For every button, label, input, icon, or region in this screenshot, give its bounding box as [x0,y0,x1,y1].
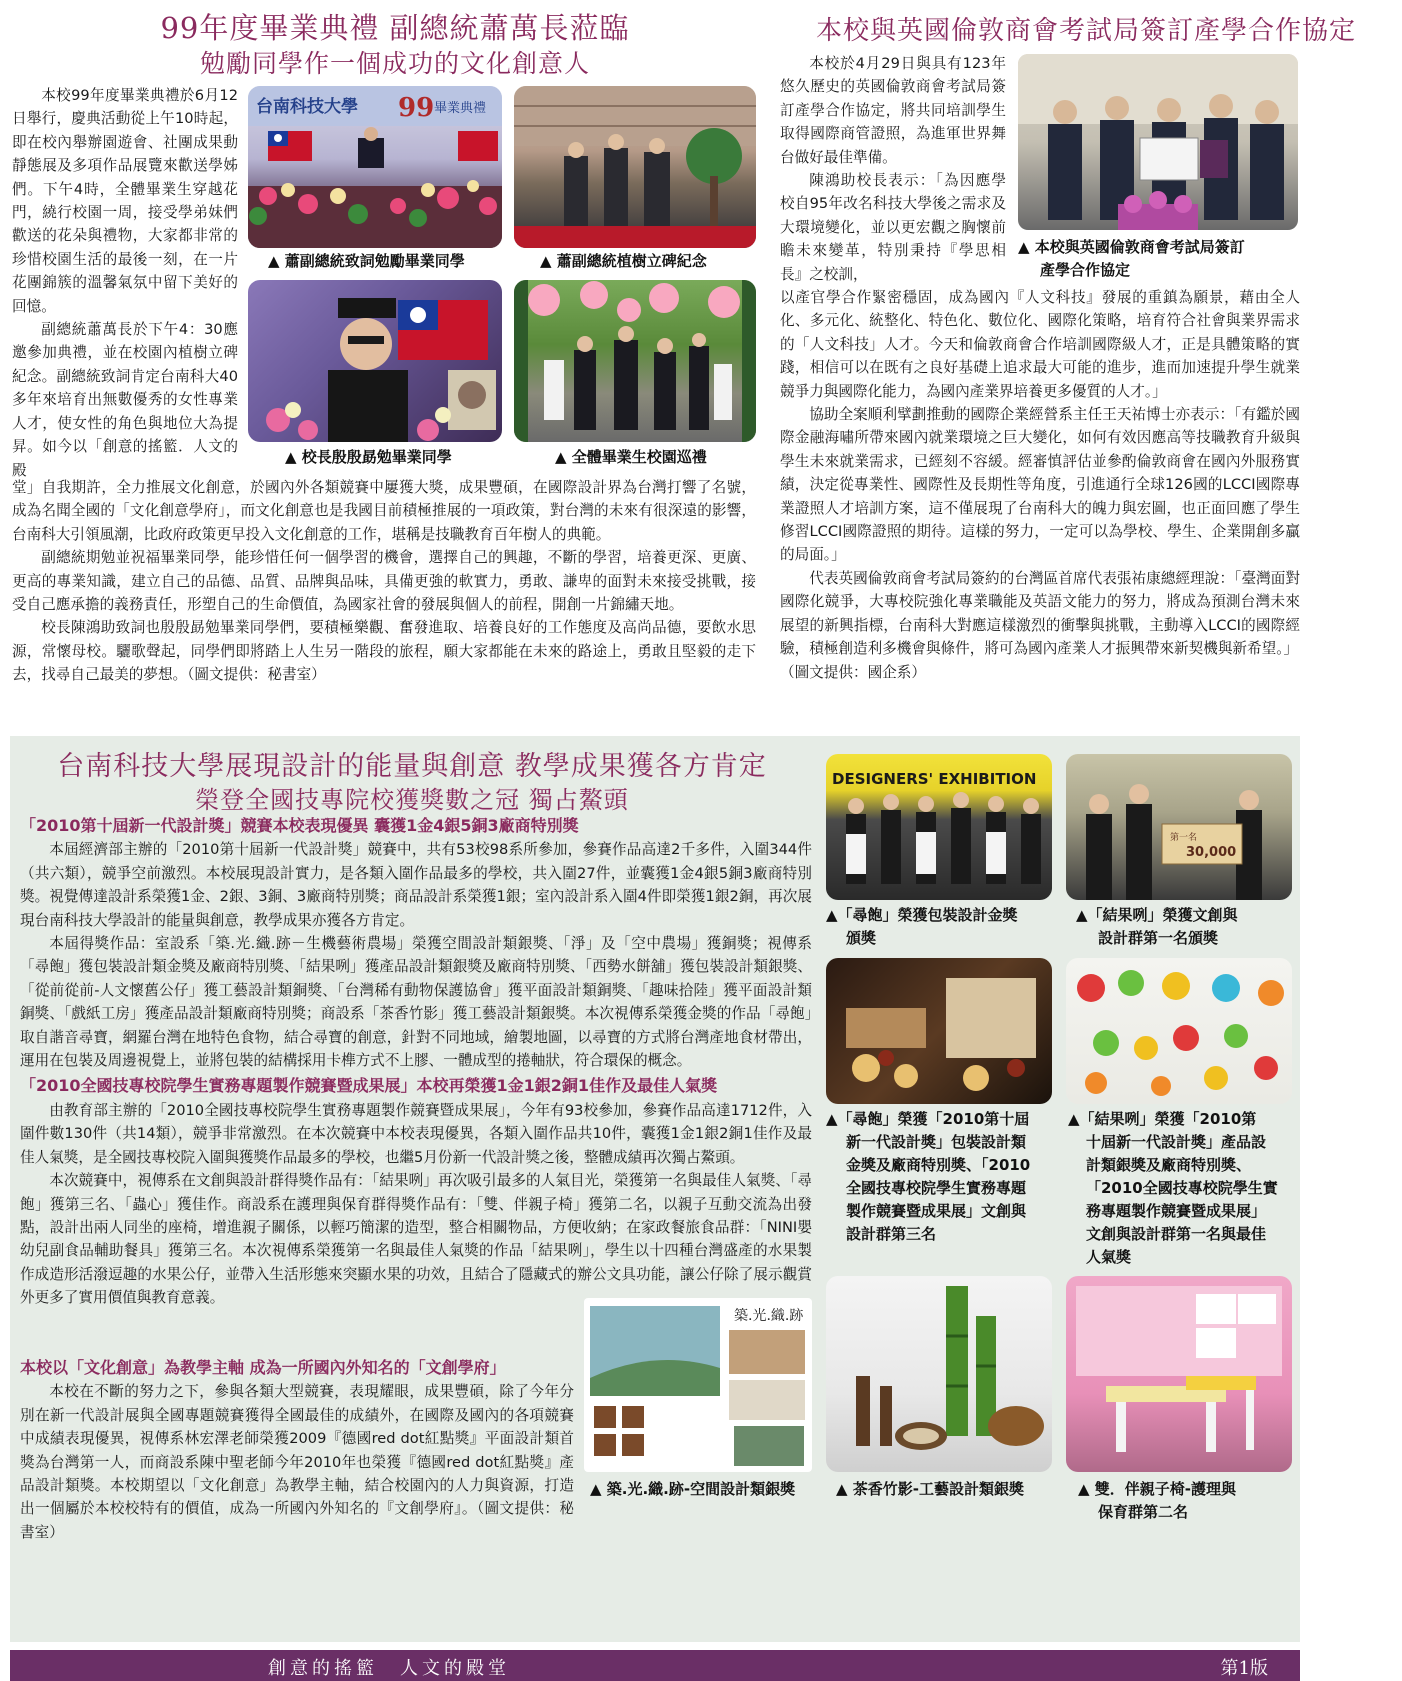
caption: ▲ 茶香竹影-工藝設計類銀獎 [836,1480,1024,1498]
photo-exhibition-award [826,754,1052,900]
photo-tree-planting [514,86,756,248]
svg-text:99: 99 [398,93,435,123]
paragraph: 陳鴻助校長表示：「為因應學校自95年改名科技大學後之需求及大環境變化，並以更宏觀之胸懷前瞻未來變革，特別秉持『學思相長』之校訓， [780,172,1006,283]
footer-bar [10,1650,1300,1681]
caption-line: 新一代設計獎」包裝設計類 [846,1133,1027,1151]
section-heading: 「2010第十屆新一代設計獎」競賽本校表現優異 囊獲1金4銀5銅3廠商特別獎 [20,816,579,835]
paragraph: 本屆經濟部主辦的「2010第十屆新一代設計獎」競賽中，共有53校98系所參加，參賽作品高達2千多件，入圍344件（共六類），競爭空前激烈。本校展現設計實力，是各類入圍作品最多的學校，共入圍27件，並囊獲1金4銀5銅3廠商特別獎。視覺傳達設計系榮獲1金、2銀、3銅、3廠商特別獎；商品設計系榮獲1銀；室內設計系入圍4件即榮獲1銀2銅，再次展現台南科技大學設計的能量與創意，教學成果亦獲各方肯定。 [20,841,812,929]
photo-lcci-signing [1018,54,1298,230]
design-text [20,812,812,1310]
caption-line: ▲「尋飽」榮獲「2010第十屆 [826,1110,1030,1128]
paragraph: 本校在不斷的努力之下，參與各類大型競賽，表現耀眼，成果豐碩，除了今年分別在新一代設計展與全國專題競賽獲得全國最佳的成績外，在國際及國內的各項競賽中成績表現優異，視傳系林宏澤老師榮獲2009『德國red dot紅點獎』平面設計類首獎為台灣第一人，而商設系陳中聖老師今年2010年也榮獲『德國red dot紅點獎』產品設計類獎。本校期望以「文化創意」為教學主軸，結合校園內的人力與資源，打造出一個屬於本校校特有的價值，成為一所國內外知名的『文創學府』。（圖文提供：秘書室） [20,1383,574,1541]
caption-line: 設計群第一名頒獎 [1098,929,1219,947]
caption-line: ▲「結果咧」榮獲「2010第 [1068,1110,1257,1128]
section-heading: 本校以「文化創意」為教學主軸 成為一所國內外知名的「文創學府」 [20,1358,506,1377]
caption-line: 保育群第二名 [1098,1503,1189,1521]
paragraph: 代表英國倫敦商會考試局簽約的台灣區首席代表張祐康總經理說：「臺灣面對國際化競爭，大專校院強化專業職能及英語文能力的努力，將成為預測台灣未來展望的新興指標，台南科大對應這樣激烈的衝擊與挑戰，主動導入LCCI的國際經驗，積極創造利多機會與條件，將可為國內產業人才振興帶來新契機與新希望。」 [780,569,1300,658]
photo-architecture-poster [584,1298,812,1472]
lcci-text-full [780,286,1300,684]
paragraph: 本校99年度畢業典禮於6月12日舉行，慶典活動從上午10時起，即在校內舉辦園遊會、社團成果動靜態展及多項作品展覽來歡送學姊們。下午4時，全體畢業生穿越花門，繞行校園一周，接受學弟妹們歡送的花朵與禮物，大家都非常的珍惜校園生活的最後一刻，在一片花團錦簇的溫馨氣氛中留下美好的回憶。 [12,87,238,315]
photo-check-award [1066,754,1292,900]
graduation-subtitle: 勉勵同學作一個成功的文化創意人 [199,49,590,78]
caption: ▲ 全體畢業生校園巡禮 [555,448,707,466]
design-text-bottom [20,1354,574,1544]
footer-slogan: 創意的搖籃 人文的殿堂 [268,1658,510,1679]
caption-line: 十屆新一代設計獎」產品設 [1086,1133,1267,1151]
graduation-text-narrow [12,84,238,482]
caption: ▲ 築.光.織.跡-空間設計類銀獎 [590,1480,796,1498]
caption-line: 計類銀獎及廠商特別獎、 [1086,1156,1252,1174]
paragraph: 本屆得獎作品：室設系「築.光.織.跡－生機藝術農場」榮獲空間設計類銀獎、「淨」及「空中農場」獲銅獎；視傳系「尋飽」獲包裝設計類金獎及廠商特別獎、「結果咧」獲產品設計類銀獎及廠商特別獎、「西勢水餅舖」獲包裝設計類銀獎、「從前從前-人文懷舊公仔」獲工藝設計類銅獎、「台灣稀有動物保護協會」獲平面設計類銅獎、「趣味拾陸」獲平面設計類銅獎、「戲紙工房」獲產品設計類廠商特別獎；商設系「茶香竹影」獲工藝設計類銀獎。本次視傳系榮獲金獎的作品「尋飽」取自諧音尋寶，網羅台灣在地特色食物，結合尋寶的創意，針對不同地域，繪製地圖，以尋寶的方式將台灣產地食材帶出，運用在包裝及周邊視覺上，並將包裝的結構採用卡榫方式不上膠、一體成型的捲軸狀，符合環保的概念。 [20,935,812,1070]
photo-bamboo-craft [826,1276,1052,1472]
caption [1068,1108,1300,1269]
caption-line: ▲ 雙．伴親子椅-護理與 [1078,1480,1236,1498]
banner-text: DESIGNERS' EXHIBITION [832,770,1037,788]
check-amount: 30,000 [1186,845,1237,860]
caption-line: 設計群第三名 [846,1225,937,1243]
photo-parent-child-chair [1066,1276,1292,1472]
svg-text:台南科技大學: 台南科技大學 [256,97,358,117]
lcci-text-narrow [780,52,1006,286]
caption-line: 文創與設計群第一名與最佳 [1086,1225,1267,1243]
caption [826,1108,1056,1246]
paragraph: 副總統期勉並祝福畢業同學，能珍惜任何一個學習的機會，選擇自己的興趣，不斷的學習，培養更深、更廣、更高的專業知識，建立自己的品德、品質、品牌與品味，具備更強的軟實力，勇敢、謙卑的面對未來接受挑戰，接受自己應承擔的義務責任，形塑自己的生命價值，為國家社會的發展與個人的前程，開創一片錦繡天地。 [12,549,756,614]
caption: ▲ 校長殷殷勗勉畢業同學 [285,448,452,466]
caption-line: 製作競賽暨成果展」文創與 [846,1202,1027,1220]
lcci-title: 本校與英國倫敦商會考試局簽訂產學合作協定 [815,16,1356,46]
caption-line: ▲「尋飽」榮獲包裝設計金獎 [826,906,1018,924]
svg-text:畢業典禮: 畢業典禮 [434,101,487,116]
caption-line: ▲ 本校與英國倫敦商會考試局簽訂 [1018,238,1245,256]
check-text: 第一名 [1170,833,1198,843]
caption [1018,236,1298,282]
caption [1076,904,1302,950]
paragraph: 副總統蕭萬長於下午4：30應邀參加典禮，並在校園內植樹立碑紀念。副總統致詞肯定台南科大40多年來培育出無數優秀的女性專業人才，使女性的角色與地位大為提昇。如今以「創意的搖籃．人文的殿 [12,321,238,479]
paragraph: 協助全案順利擘劃推動的國際企業經營系主任王天祐博士亦表示：「有鑑於國際金融海嘯所帶來國內就業環境之巨大變化，如何有效因應高等技職教育升級與學生未來就業需求，已經刻不容緩。經審慎評估並參酌倫敦商會在國內外服務實績，決定從專業性、國際性及長期性等角度，引進通行全球126國的LCCI國際專業證照人才培訓方案，這不僅展現了台南科大的魄力與宏圖，也正面回應了學生修習LCCI國際證照的期待。這樣的努力，一定可以為學校、學生、企業開創多贏的局面。」 [780,406,1300,564]
section-heading: 「2010全國技專校院學生實務專題製作競賽暨成果展」本校再榮獲1金1銀2銅1佳作及最佳人氣獎 [20,1076,718,1096]
caption: ▲ 蕭副總統植樹立碑紀念 [540,252,707,270]
caption: ▲ 蕭副總統致詞勉勵畢業同學 [268,252,465,270]
paragraph: 堂」自我期許，全力推展文化創意，於國內外各類競賽中屢獲大獎，成果豐碩，在國際設計界為台灣打響了名號，成為名聞全國的「文化創意學府」，而文化創意也是我國目前積極推展的一項政策，對台灣的未來有很深遠的影響，台南科大引領風潮，比政府政策更早投入文化創意的工作，堪稱是技職教育百年樹人的典範。 [12,479,756,543]
caption-line: 全國技專校院學生實務專題 [846,1179,1027,1197]
caption-line: 頒獎 [846,929,877,947]
photo-vp-speech [248,86,502,248]
paragraph: 本校於4月29日與具有123年悠久歷史的英國倫敦商會考試局簽訂產學合作協定，將共同培訓學生取得國際商管證照，為進軍世界舞台做好最佳準備。 [780,55,1006,166]
poster-title: 築.光.織.跡 [734,1308,804,1324]
graduation-title: 99年度畢業典禮 副總統蕭萬長蒞臨 [160,11,630,45]
photo-fruit-figurines [1066,958,1292,1104]
caption-line: 金獎及廠商特別獎、「2010 [846,1156,1031,1174]
design-title: 台南科技大學展現設計的能量與創意 教學成果獲各方肯定 [57,751,767,782]
caption-line: 「2010全國技專校院學生實 [1086,1179,1278,1197]
caption [1078,1478,1298,1524]
graduation-text-full [12,476,756,687]
paragraph: 本次競賽中，視傳系在文創與設計群得獎作品有：「結果咧」再次吸引最多的人氣目光，榮獲第一名與最佳人氣獎、「尋飽」獲第三名、「蟲心」獲佳作。商設系在護理與保育群得獎作品有：「雙、伴親子椅」獲第二名，以親子互動交流為出發點，設計出兩人同坐的座椅，增進親子關係，以輕巧簡潔的造型，整合相關物品，方便收納；在家政餐旅食品群：「NINI嬰幼兒副食品輔助餐具」獲第三名。本次視傳系榮獲第一名與最佳人氣獎的作品「結果咧」，學生以十四種台灣盛產的水果製作成造形活潑逗趣的水果公仔，並帶入生活形態來突顯水果的功效，且結合了隱藏式的辦公文具功能，讓公仔除了展示觀賞外更多了實用價值與教育意義。 [20,1172,812,1307]
caption-line: 人氣獎 [1086,1248,1132,1266]
page-number: 第1版 [1220,1658,1268,1679]
photo-campus-parade [514,280,756,442]
photo-president-speech [248,280,502,442]
caption-line: 務專題製作競賽暨成果展」 [1086,1202,1267,1220]
paragraph: 以產官學合作緊密穩固，成為國內『人文科技』發展的重鎮為願景，藉由全人化、多元化、統整化、特色化、數位化、國際化策略，培育符合社會與業界需求的「人文科技」人才。今天和倫敦商會合作培訓國際級人才，正是具體策略的實踐，相信可以在既有之良好基礎上追求最大可能的進步，進而加速提升學生就業競爭力與國際化能力，為國內產業界培養更多優質的人才。」 [780,289,1300,400]
paragraph: 由教育部主辦的「2010全國技專校院學生實務專題製作競賽暨成果展」，今年有93校參加，參賽作品高達1712件，入圍件數130件（共14類），競爭非常激烈。在本次競賽中本校表現優異，各類入圍作品共10件，囊獲1金1銀2銅1佳作及最佳人氣獎，是全國技專校院入圍與獲獎作品最多的學校，也繼5月份新一代設計獎之後，整體成績再次獨占鰲頭。 [20,1101,812,1166]
caption [826,904,1052,950]
design-subtitle: 榮登全國技專院校獲獎數之冠 獨占鰲頭 [195,786,629,814]
caption-line: ▲「結果咧」榮獲文創與 [1076,906,1238,924]
paragraph: 校長陳鴻助致詞也殷殷勗勉畢業同學們，要積極樂觀、奮發進取、培養良好的工作態度及高尚品德，要飲水思源，常懷母校。驪歌聲起，同學們即將踏上人生另一階段的旅程，願大家都能在未來的路途上，勇敢且堅毅的走下去，找尋自己最美的夢想。（圖文提供：秘書室） [12,619,756,684]
photo-food-packaging [826,958,1052,1104]
caption-line: 產學合作協定 [1040,261,1131,279]
credit: （圖文提供：國企系） [780,663,926,681]
